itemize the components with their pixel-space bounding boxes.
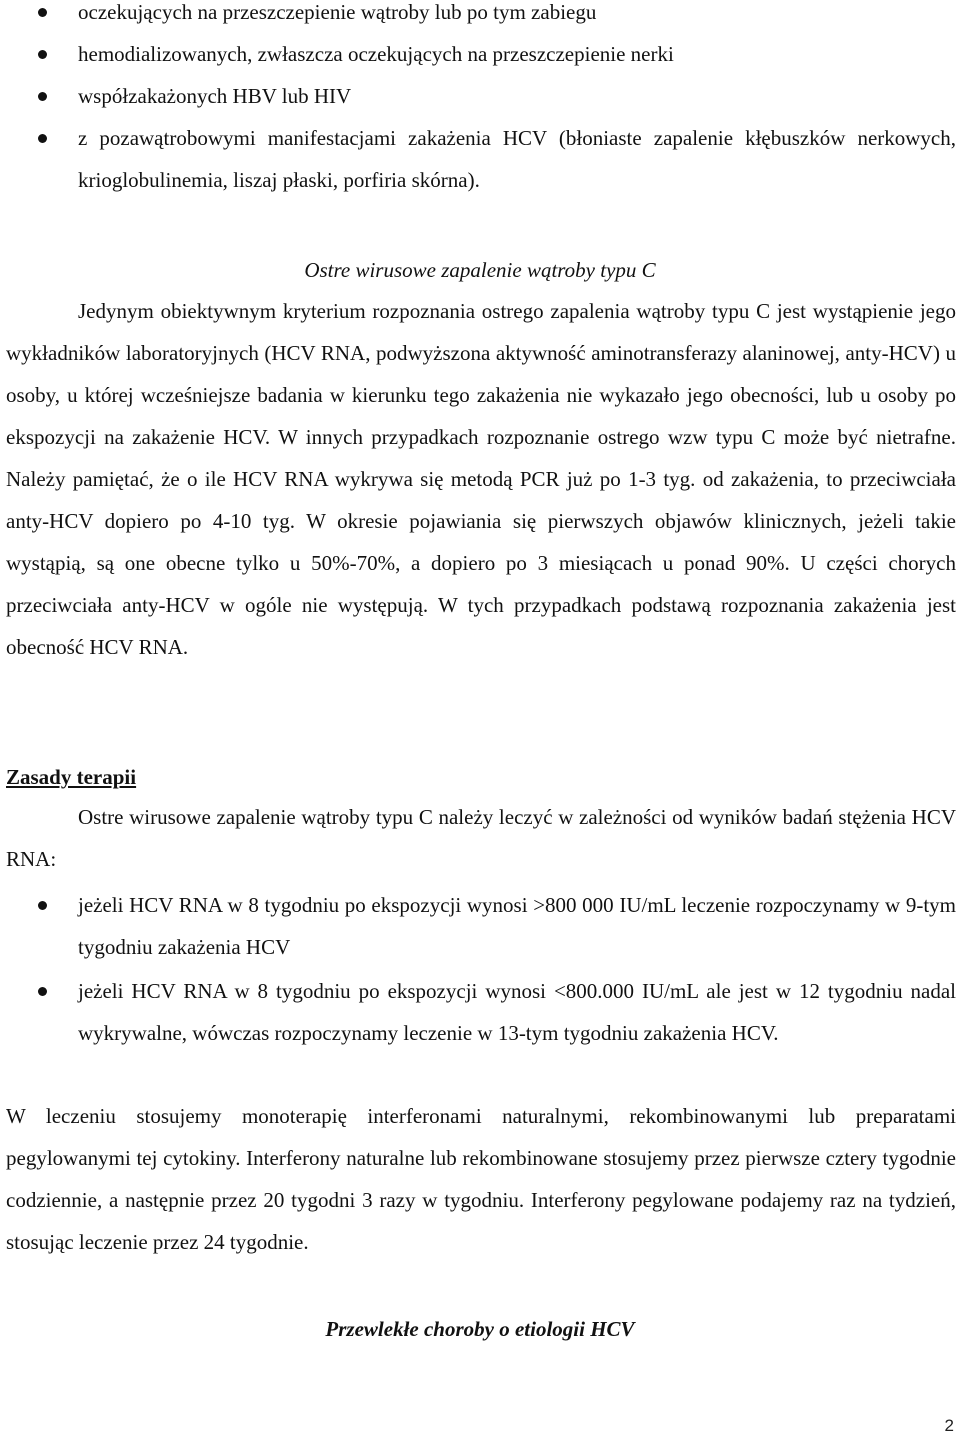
therapy-heading: Zasady terapii bbox=[6, 765, 137, 789]
therapy-intro-paragraph: Ostre wirusowe zapalenie wątroby typu C należy leczyć w zależności od wyników badań stężenia HCV RNA: bbox=[6, 805, 956, 871]
therapy-criteria-list bbox=[0, 884, 960, 1056]
list-item bbox=[0, 33, 960, 75]
list-item-text: współzakażonych HBV lub HIV bbox=[78, 84, 352, 108]
list-item-text: jeżeli HCV RNA w 8 tygodniu po ekspozycji wynosi >800 000 IU/mL leczenie rozpoczynamy w 9-tym tygodniu zakażenia HCV bbox=[78, 893, 956, 959]
list-item-text: hemodializowanych, zwłaszcza oczekujących na przeszczepienie nerki bbox=[78, 42, 674, 66]
list-item bbox=[0, 970, 960, 1054]
bullet-icon bbox=[38, 987, 47, 996]
bullet-icon bbox=[38, 92, 47, 101]
list-item-text: z pozawątrobowymi manifestacjami zakażenia HCV (błoniaste zapalenie kłębuszków nerkowych, krioglobulinemia, liszaj płaski, porfiria skórna). bbox=[78, 126, 956, 192]
list-item bbox=[0, 75, 960, 117]
patient-groups-list bbox=[0, 0, 960, 201]
chronic-diseases-heading: Przewlekłe choroby o etiologii HCV bbox=[325, 1317, 635, 1341]
bullet-icon bbox=[38, 134, 47, 143]
acute-hepatitis-heading: Ostre wirusowe zapalenie wątroby typu C bbox=[304, 258, 656, 282]
list-item bbox=[0, 884, 960, 968]
bullet-icon bbox=[38, 901, 47, 910]
list-item bbox=[0, 0, 960, 33]
bullet-icon bbox=[38, 50, 47, 59]
acute-hepatitis-paragraph: Jedynym obiektywnym kryterium rozpoznania ostrego zapalenia wątroby typu C jest wystąpienie jego wykładników laboratoryjnych (HCV RNA, podwyższona aktywność aminotransferazy alaninowej, anty-HCV) u osoby, u której wcześniejsze badania w kierunku tego zakażenia nie wykazało jego obecności, lub u osoby po ekspozycji na zakażenie HCV. W innych przypadkach rozpoznanie ostrego wzw typu C może być nietrafne. Należy pamiętać, że o ile HCV RNA wykrywa się metodą PCR już po 1-3 tyg. od zakażenia, to przeciwciała anty-HCV dopiero po 4-10 tyg. W okresie pojawiania się pierwszych objawów klinicznych, jeżeli takie wystąpią, są one obecne tylko u 50%-70%, a dopiero po 3 miesiącach u ponad 90%. U części chorych przeciwciała anty-HCV w ogóle nie występują. W tych przypadkach podstawą rozpoznania zakażenia jest obecność HCV RNA. bbox=[6, 299, 956, 659]
list-item-text: oczekujących na przeszczepienie wątroby lub po tym zabiegu bbox=[78, 0, 597, 24]
treatment-paragraph: W leczeniu stosujemy monoterapię interferonami naturalnymi, rekombinowanymi lub preparatami pegylowanymi tej cytokiny. Interferony naturalne lub rekombinowane stosujemy przez pierwsze cztery tygodnie codziennie, a następnie przez 20 tygodni 3 razy w tygodniu. Interferony pegylowane podajemy raz na tydzień, stosując leczenie przez 24 tygodnie. bbox=[6, 1104, 956, 1254]
page-number: 2 bbox=[944, 1416, 954, 1435]
list-item bbox=[0, 117, 960, 201]
bullet-icon bbox=[38, 8, 47, 17]
list-item-text: jeżeli HCV RNA w 8 tygodniu po ekspozycji wynosi <800.000 IU/mL ale jest w 12 tygodniu nadal wykrywalne, wówczas rozpoczynamy leczenie w 13-tym tygodniu zakażenia HCV. bbox=[78, 979, 956, 1045]
